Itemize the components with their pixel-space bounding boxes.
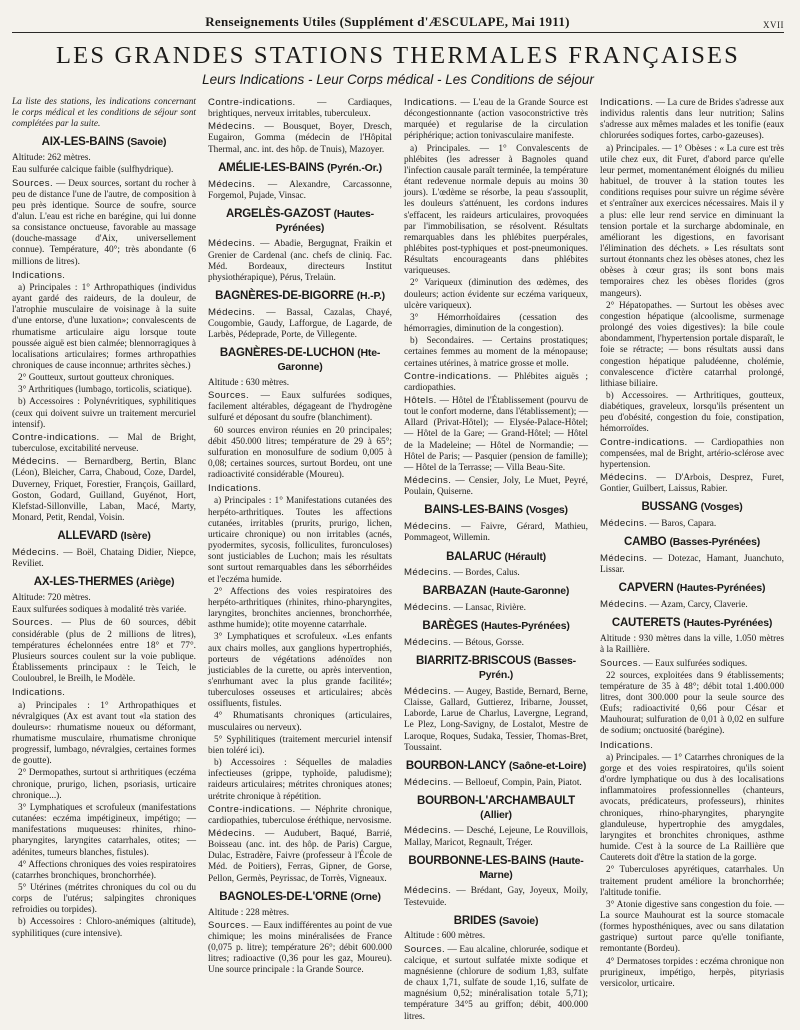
section-paragraph [600, 553, 784, 576]
section-paragraph [208, 828, 392, 885]
section-label: Sources. [208, 390, 250, 402]
station-name: BAGNÈRES-DE-LUCHON [219, 347, 355, 360]
section-paragraph [208, 179, 392, 202]
station-heading [404, 760, 588, 774]
station-region: (Hte-Garonne) [277, 347, 381, 374]
station-name: BALARUC [446, 550, 502, 563]
station-name: BAINS-LES-BAINS [424, 504, 523, 517]
station-region: (Hautes-Pyrénées) [676, 582, 766, 595]
section-label: Médecins. [404, 602, 452, 614]
section-label: Médecins. [600, 472, 648, 484]
section-text: — Hôtel de l'Établissement (pourvu de tout le confort moderne, dans l'établissement); — Allard (Privat-Hôtel); — Elysée-Palace-Hôtel; — Hôtel de la Gare; — Grand-Hôtel; — Hôtel de la Madeleine; — Hôtel de Normandie; — Hôtel de Paris; — Pasquier (pension de famille); — Hôtel de la Terrasse; — Villa Beau-Site. [404, 396, 588, 473]
section-paragraph [600, 472, 784, 495]
body-paragraph: a) Principales. — 1° Convalescents de phlébites (les adresser à Bagnoles quand l'infection causale paraît terminée, la température étant redevenue normale depuis au moins 30 jours). L'œdème se résorbe, la peau s'assouplit, les douleurs s'atténuent, les cordons indures s'effacent, les raideurs articulaires, provoquées par l'immobilisation, se résolvent. Résultats remarquables dans les phlébites puerpérales, phlébites post-typhiques et post-pneumoniques. Résultats encourageants dans phlébites variqueuses. [404, 143, 588, 277]
body-paragraph: 3° Arthritiques (lumbago, torticolis, sciatique). [18, 385, 192, 396]
section-paragraph [404, 521, 588, 544]
station-region: (Savoie) [499, 914, 539, 927]
section-label: Médecins. [12, 456, 60, 468]
section-paragraph [404, 777, 588, 789]
body-paragraph: Altitude : 930 mètres dans la ville, 1.050 mètres à la Raillière. [600, 634, 784, 656]
section-text: — Mal de Bright, tuberculose, excitabilité nerveuse. [12, 432, 196, 455]
station-name: CAUTERETS [611, 617, 681, 630]
section-text: — Plus de 60 sources, débit considérable (plus de 2 millions de litres), températures échelonnées entre 18° et 77°. Plusieurs sources coulent sur la voie publique. Établissements principaux : le Teich, le Couloubrel, le Breilh, le Modèle. [12, 618, 196, 685]
body-paragraph: 3° Lymphatiques et scrofuleux (manifestations cutanées: eczéma impétigineux, impétigo; — manifestations muqueuses: rhinites, rhino-pharyngites, laryngites catarrhales, otites; — adénites, tumeurs blanches, fistules). [12, 802, 196, 858]
section-label: Médecins. [208, 828, 256, 839]
station-name: CAMBO [623, 536, 667, 549]
station-heading [404, 855, 588, 883]
section-text: — Azam, Carcy, Claverie. [647, 600, 748, 611]
section-label: Médecins. [600, 518, 648, 530]
station-name: AX-LES-THERMES [33, 576, 134, 589]
body-paragraph: 60 sources environ réunies en 20 principales; débit 450.000 litres; température de 29 à 65°; sulfuration en monosulfure de sodium 0,005 à 0,08; certaines sources, surtout Bordeu, ont une radioactivité considérable (Moureu). [208, 425, 392, 481]
section-paragraph [208, 390, 392, 424]
station-name: BAGNOLES-DE-L'ORNE [219, 890, 348, 903]
indications-heading [12, 687, 196, 699]
section-text: — Eau alcaline, chlorurée, sodique et calcique, et surtout sulfatée mixte sodique et magnésienne (chlorure de sodium 1,83, sulfate de chaux 1,71, sulfate de soude 1,16, sulfate de magnésium 0,52; minéralisation totale 5,71); température 34°5 au griffon; débit, 400.000 litres. [404, 944, 588, 1022]
station-region: (Saône-et-Loire) [508, 759, 587, 772]
section-label: Contre-indications. [208, 803, 296, 815]
station-heading [404, 795, 588, 823]
station-name: ARGELÈS-GAZOST [226, 207, 331, 220]
section-text: — Alexandre, Carcassonne, Forgemol, Pujade, Vinsac. [208, 179, 392, 201]
section-paragraph [600, 97, 784, 143]
body-paragraph: 3° Hémorrhoïdaires (cessation des hémorragies, diminution de la congestion). [404, 312, 588, 335]
body-paragraph: 4° Rhumatisants chroniques (articulaires, musculaires ou nerveux). [208, 711, 392, 733]
station-region: (Allier) [480, 808, 512, 821]
section-paragraph [600, 658, 784, 670]
station-region: (Vosges) [525, 504, 568, 517]
section-label: Contre-indications. [12, 431, 100, 443]
station-heading [600, 501, 784, 515]
station-region: (Savoie) [127, 136, 167, 149]
station-name: BARBAZAN [422, 585, 487, 598]
station-region: (Basses-Pyrén.) [478, 655, 576, 682]
section-paragraph [404, 475, 588, 498]
section-label: Médecins. [404, 685, 452, 697]
station-name: BOURBON-LANCY [405, 759, 506, 772]
body-paragraph: 2° Hépatopathes. — Surtout les obèses avec congestion hépatique (alcoolisme, surmenage prolongé des voies digestives): la bile coule abondamment, l'hypertension portale disparaît, le foie se rétracte; — bons résultats aussi dans congestion hépatique paludéenne, cholémie, convalescence d'ictère catarrhal prolongé, lithiase biliaire. [600, 300, 784, 389]
section-text: — Cardiaques, brightiques, nerveux irritables, tuberculeux. [208, 97, 392, 120]
body-paragraph: a) Principales : 1° Arthropathiques (individus ayant gardé des raideurs, de la douleur, de l'atrophie musculaire de voisinage à la suite d'une entorse, d'une luxation»; convalescents de rhumatisme articulaire aigu lorsque toute poussée aiguë est bien calmée; blennorragiques à localisations articulaires; formes arthropathies chroniques de cause inconnue; arthrites sèches.) [12, 282, 196, 372]
station-region: (Hautes-Pyrénées) [683, 617, 773, 630]
section-paragraph [12, 178, 196, 268]
station-heading [208, 162, 392, 176]
section-text: — Bordes, Calus. [451, 568, 520, 579]
section-text: — Censier, Joly, Le Muet, Peyré, Poulain, Quiserne. [404, 476, 588, 498]
column-2 [208, 97, 392, 1024]
body-paragraph: Altitude : 600 mètres. [404, 931, 486, 942]
station-name: BARÈGES [422, 620, 478, 633]
body-paragraph: Altitude : 228 mètres. [208, 907, 290, 918]
station-region: (Pyrén.-Or.) [327, 161, 382, 174]
station-region: (H.-P.) [356, 290, 385, 303]
station-heading [404, 585, 588, 599]
station-region: (Isère) [120, 530, 151, 543]
section-paragraph [12, 617, 196, 685]
station-name: AMÉLIE-LES-BAINS [218, 161, 325, 174]
station-heading [208, 290, 392, 304]
station-name: BUSSANG [641, 501, 698, 514]
station-name: BOURBON-L'ARCHAMBAULT [416, 794, 576, 807]
section-label: Indications. [600, 96, 654, 108]
body-paragraph: b) Accessoires : Polynévritiques, syphilitiques (ceux qui doivent suivre un traitement mercuriel intensif). [12, 397, 196, 430]
section-text: — Bernardberg, Bertin, Blanc (Léon), Bleicher, Carra, Chaboud, Coze, Dardel, Duverney, Friquet, Forestier, François, Gaillard, Goston, Godard, Guilland, Guyénot, Hort, Klefstad-Sillonville, Laban, Macé, Marty, Monard, Petit, Rendal, Voisin. [12, 457, 196, 524]
section-text: — Eaux sulfurées sodiques. [641, 658, 748, 669]
section-paragraph [208, 307, 392, 341]
station-name: BOURBONNE-LES-BAINS [408, 854, 546, 867]
station-heading [404, 551, 588, 565]
body-paragraph: 4° Dermatoses torpides : eczéma chronique non prurigineux, impétigo, herpès, pityriasis versicolor, urticaire. [600, 956, 784, 989]
station-name: ALLEVARD [57, 530, 118, 543]
column-3 [404, 97, 588, 1024]
station-heading [404, 655, 588, 683]
section-paragraph [208, 920, 392, 977]
station-region: (Hautes-Pyrénées) [275, 207, 374, 234]
station-heading [208, 891, 392, 905]
station-region: (Hérault) [504, 550, 546, 563]
section-text: — Dotezac, Hamant, Juanchuto, Lissar. [600, 554, 784, 576]
section-label: Contre-indications. [208, 96, 296, 108]
station-heading [600, 582, 784, 596]
station-heading [404, 620, 588, 634]
section-text: — D'Arbois, Desprez, Furet, Gontier, Guilbert, Laissus, Rabier. [600, 473, 784, 495]
station-heading [600, 536, 784, 550]
section-paragraph [404, 567, 588, 579]
section-text: — Abadie, Bergugnat, Fraikin et Grenier de Cardenal (anc. chefs de cliniq. Fac. Méd. Bordeaux, directeurs Institut physiothérapique), Pérus, Trelaün. [208, 239, 392, 283]
section-label: Médecins. [208, 238, 256, 250]
section-label: Sources. [404, 943, 446, 955]
section-text: — L'eau de la Grande Source est décongestionnante (action vasoconstrictive très marquée) et regularise de la circulation périphérique; action tonivasculaire manifeste. [404, 97, 588, 142]
section-text: — Deux sources, sortant du rocher à peu de distance l'une de l'autre, de composition à peu près identique. Source de soufre, source d'alun. L'eau est riche en barégine, qui lui donne sa consistance onctueuse, favorable au massage (douche-massage d'Aix, universellement connue). Température, 40°; très abondante (6 millions de litres). [12, 178, 196, 267]
body-paragraph: 2° Affections des voies respiratoires des herpéto-arthritiques (rhinites, rhino-pharyngites, laryngites, bronchites anciennes, bronchorrhée, asthme humide); otite moyenne catarrhale. [208, 586, 392, 631]
body-paragraph: b) Secondaires. — Certains prostatiques; certaines femmes au moment de la ménopause; certaines utérines, à matrice grosse et molle. [404, 336, 588, 369]
main-title: LES GRANDES STATIONS THERMALES FRANÇAISES [55, 42, 741, 69]
intro-note: La liste des stations, les indications concernant le corps médical et les conditions de séjour sont complétées par la suite. [12, 96, 196, 130]
body-paragraph: b) Accessoires : Chloro-anémiques (altitude), syphilitiques (cure intensive). [12, 917, 196, 939]
body-paragraph: 4° Affections chroniques des voies respiratoires (catarrhes bronchiques, bronchorrhée). [12, 859, 196, 881]
station-heading [208, 208, 392, 236]
section-label: Contre-indications. [600, 436, 688, 448]
section-text: — Bassal, Cazalas, Chayé, Cougombie, Gaudy, Lafforgue, de Lagarde, de Larbès, Pédeprade, Porte, de Villegente. [208, 307, 392, 341]
section-label: Indications. [208, 483, 262, 495]
section-text: — Bétous, Gorsse. [451, 638, 524, 649]
section-paragraph [12, 432, 196, 455]
section-paragraph [208, 97, 392, 120]
indications-heading [12, 270, 196, 282]
article-columns [12, 97, 784, 1024]
station-name: AIX-LES-BAINS [41, 136, 125, 149]
body-paragraph: Eau sulfurée calcique faible (sulfhydrique). [12, 165, 174, 176]
section-label: Médecins. [404, 825, 452, 837]
section-label: Contre-indications. [404, 370, 492, 382]
section-label: Médecins. [208, 121, 256, 133]
station-region: (Haute-Garonne) [489, 585, 570, 598]
body-paragraph: 5° Utérines (métrites chroniques du col ou du corps de l'utérus; salpingites chroniques refroidies ou torpides). [12, 883, 196, 916]
body-paragraph: 3° Atonie digestive sans congestion du foie. — La source Mauhourat est la source stomacale (formes hyposthéniques, avec ou sans dilatation gastrique) surtout parce qu'elle tonifiante, remontante (Bordeu). [600, 899, 784, 955]
section-text: — Augey, Bastide, Bernard, Berne, Claisse, Gallard, Guttierez, Iribarne, Jousset, Laborde, Larue de Charlus, Lavergne, Legrand, Le Plez, Long-Savigny, de Lostalot, Mestre de Laroque, Roques, Sudaka, Tessier, Thomas-Bret, Toussaint. [404, 686, 588, 753]
station-name: BIARRITZ-BRISCOUS [416, 655, 531, 668]
subtitle: Leurs Indications - Leur Corps médical - Les Conditions de séjour [202, 71, 594, 87]
section-text: — Audubert, Baqué, Barrié, Boisseau (anc. int. des hôp. de Paris) Cargue, Dulac, Estradère, Faivre (professeur à l'École de Méd. de Poitiers), Ferras, Gipner, de Gorse, Pellon, Germès, Peyrissac, de Torrès, Vigneaux. [208, 829, 392, 884]
section-text: — Lansac, Rivière. [451, 603, 526, 614]
section-text: — La cure de Brides s'adresse aux individus ralentis dans leur nutrition; Salins s'adresse aux mêmes malades et les tonifie (eaux chlorurées sodiques fortes, carbo-gazeuses). [600, 97, 784, 142]
station-region: (Vosges) [700, 501, 743, 514]
body-paragraph: Altitude: 262 mètres. [12, 153, 91, 164]
section-paragraph [404, 637, 588, 649]
body-paragraph: a) Principales : 1° Arthropathiques et névralgiques (Ax est avant tout «la station des douleurs»: rhumatisme noueux ou déformant, rhumatisme musculaire, rhumatisme chronique progressif, lumbago, névralgies, certaines formes de goutte). [12, 700, 196, 767]
station-name: BAGNÈRES-DE-BIGORRE [215, 290, 354, 303]
section-text: — Cardiopathies non compensées, mal de Bright, artério-sclérose avec hypertension. [600, 437, 784, 470]
station-heading [404, 915, 588, 929]
section-label: Sources. [12, 177, 54, 189]
section-text: — Eaux indifférentes au point de vue chimique; les moins minéralisées de France (0,075 p. litre); température 26°; débit 600.000 litres; radioactive (0,36 pour les gaz, Moureu). Une source principale : la Grande Source. [208, 920, 392, 976]
section-paragraph [404, 97, 588, 143]
section-label: Médecins. [404, 885, 452, 897]
indications-heading [208, 483, 392, 495]
section-text: — Boël, Chataing Didier, Niepce, Reviliet. [12, 548, 196, 570]
station-heading [600, 617, 784, 631]
body-paragraph: Altitude: 720 mètres. [12, 593, 91, 604]
body-paragraph: 2° Goutteux, surtout goutteux chroniques. [18, 373, 175, 384]
section-paragraph [404, 944, 588, 1023]
body-paragraph: a) Principales : 1° Manifestations cutanées des herpéto-arthritiques. Toutes les affections cutanées, irritables (prurits, prurigo, lichen, urticaire chronique) ou non irritables (acnés, pyodermites, sycosis, folliculites, furonculoses) sont justiciables de Luchon; mais les résultats sont surtout remarquables dans les séborrhéides et l'eczéma humide. [208, 496, 392, 585]
section-label: Sources. [208, 919, 250, 931]
body-paragraph: 3° Lymphatiques et scrofuleux. «Les enfants aux chairs molles, aux ganglions hypertrophiés, porteurs de végétations adénoïdes non justiciables de la curette, ou après intervention, s'enrhumant avec la plus grande facilité»; tuberculoses osseuses et articulaires; abcès ossifluents, fistules. [208, 632, 392, 710]
section-text: — Phlébites aiguës ; cardiopathies. [404, 371, 588, 393]
section-label: Médecins. [600, 553, 648, 565]
station-region: (Hautes-Pyrénées) [480, 620, 570, 633]
section-label: Médecins. [208, 178, 256, 190]
section-label: Médecins. [404, 776, 452, 788]
column-1 [12, 97, 196, 1024]
body-paragraph: a) Principales. — 1° Catarrhes chroniques de la gorge et des voies respiratoires, qu'ils soient d'ordre lymphatique ou dus à des localisations inflammatoires professionnelles (chanteurs, avocats, prédicateurs, professeurs), rhinites chroniques, rhino-pharyngites, pharyngite glanduleuse, hypertrophie des amygdales, laryngites et bronchites chroniques, asthme humide. C'est à la source de La Raillière que Cauterets doit d'être la station de la gorge. [600, 752, 784, 864]
section-paragraph [404, 395, 588, 474]
section-label: Médecins. [404, 521, 452, 533]
section-text: — Faivre, Gérard, Mathieu, Pommageot, Willemin. [404, 522, 588, 544]
section-paragraph [404, 885, 588, 908]
section-paragraph [600, 599, 784, 611]
page-number: XVII [763, 20, 784, 30]
station-heading [12, 576, 196, 590]
section-label: Indications. [12, 269, 66, 281]
page [12, 4, 784, 1024]
station-region: (Orne) [350, 890, 381, 903]
running-head-title: Renseignements Utiles (Supplément d'ÆSCULAPE, Mai 1911) [205, 14, 570, 29]
section-label: Médecins. [404, 637, 452, 649]
section-label: Indications. [404, 96, 458, 108]
body-paragraph: a) Principales. — 1° Obèses : « La cure est très utile chez eux, dit Furet, d'abord parce qu'elle leur permet, momentanément éloignés du milieu habituel, de trouver à la station toutes les conditions requises pour suivre un régime sévère et s'entraîner aux exercices nécessaires. Mais il y a plus: elle leur rend service en diminuant la tension portale et la surcharge abdominale, en améliorant les digestions, en favorisant l'élimination des déchets. » Les résultats sont surtout étonnants chez les obèses atones, chez les obèses à cœur gras; ils sont bons mais temporaires chez les obèses florides (gros mangeurs). [600, 143, 784, 299]
column-4 [600, 97, 784, 1024]
body-paragraph: 5° Syphilitiques (traitement mercuriel intensif bien toléré ici). [208, 734, 392, 756]
body-paragraph: 2° Tuberculoses apyrétiques, catarrhales. Un traitement prudent améliore la bronchorrhée; l'altitude tonifie. [600, 865, 784, 898]
section-paragraph [600, 437, 784, 471]
section-label: Médecins. [404, 567, 452, 579]
section-paragraph [600, 518, 784, 530]
section-label: Médecins. [12, 547, 60, 558]
section-label: Indications. [600, 739, 654, 751]
running-head [12, 4, 784, 33]
section-label: Sources. [12, 617, 54, 629]
section-paragraph [208, 238, 392, 284]
section-text: — Baros, Capara. [647, 519, 717, 530]
body-paragraph: b) Accessoires : Séquelles de maladies infectieuses (grippe, typhoïde, paludisme); raideurs articulaires; métrites chroniques atones; urétrite chronique à répétition. [208, 758, 392, 802]
section-paragraph [12, 456, 196, 524]
section-text: — Desché, Lejeune, Le Rouvillois, Mallay, Maricot, Regnault, Tréger. [404, 826, 588, 848]
section-label: Sources. [600, 657, 642, 669]
section-label: Hôtels. [404, 395, 437, 406]
station-name: BRIDES [453, 914, 496, 927]
section-label: Médecins. [208, 306, 256, 318]
section-label: Médecins. [600, 599, 648, 611]
station-heading [12, 530, 196, 544]
section-text: — Bousquet, Boyer, Dresch, Eugairon, Gomma (médecin de l'Hôpital Thermal, anc. int. des hôp. de Tnuis), Mazoyer. [208, 122, 392, 155]
section-paragraph [208, 804, 392, 827]
section-paragraph [404, 686, 588, 754]
body-paragraph: Eaux sulfurées sodiques à modalité très variée. [12, 605, 187, 616]
station-heading [404, 504, 588, 518]
section-paragraph [208, 121, 392, 155]
section-paragraph [404, 825, 588, 848]
indications-heading [600, 740, 784, 752]
station-heading [208, 347, 392, 375]
section-paragraph [404, 371, 588, 394]
station-region: (Haute-Marne) [479, 854, 584, 881]
station-name: CAPVERN [618, 582, 674, 595]
section-label: Médecins. [404, 475, 452, 487]
body-paragraph: 2° Dermopathes, surtout si arthritiques (eczéma chronique, prurigo, lichen, psoriasis, urticaire chronique...). [12, 768, 196, 801]
section-paragraph [404, 602, 588, 614]
station-region: (Ariège) [136, 576, 175, 589]
section-label: Indications. [12, 687, 66, 699]
section-text: — Belloeuf, Compin, Pain, Piatot. [451, 777, 582, 788]
body-paragraph: 2° Variqueux (diminution des œdèmes, des douleurs; action évidente sur eczéma variqueux, ulcère variqueux). [404, 278, 588, 311]
section-text: — Eaux sulfurées sodiques, facilement altérables, dégageant de l'hydrogène sulfuré et déposant du soufre (blanchiment). [208, 391, 392, 424]
body-paragraph: b) Accessoires. — Arthritiques, goutteux, diabétiques, graveleux, lorsqu'ils présentent un peu d'obésité, congestion du foie, constipation, hémorroïdes. [600, 391, 784, 435]
station-region: (Basses-Pyrénées) [669, 536, 761, 549]
section-text: — Néphrite chronique, cardiopathies, tuberculose éréthique, nervosisme. [208, 804, 392, 826]
station-heading [12, 136, 196, 150]
body-paragraph: Altitude : 630 mètres. [208, 377, 290, 388]
section-text: — Brédant, Gay, Joyeux, Moily, Testevuide. [404, 886, 588, 908]
section-paragraph [12, 547, 196, 570]
body-paragraph: 22 sources, exploitées dans 9 établissements; température de 35 à 48°; débit total 1.400.000 litres, dont 300.000 pour la seule source des Œufs; radioactivité 0,66 pour César et Mauhourat; sulfuration de 0,01 à 0,02 en sulfure de sodium; onctuosité (barégine). [600, 670, 784, 737]
